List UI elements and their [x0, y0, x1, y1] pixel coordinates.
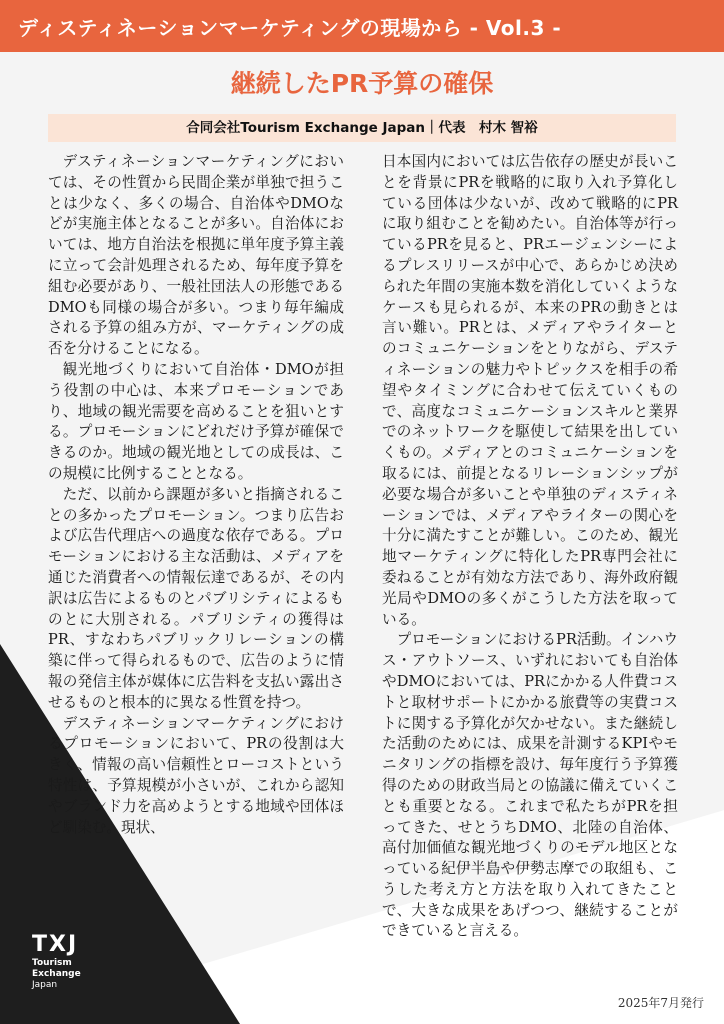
company-logo	[32, 932, 81, 991]
paragraph: ただ、以前から課題が多いと指摘されることの多かったプロモーション。つまり広告および広告代理店への過度な依存である。プロモーションにおける主な活動は、メディアを通じた消費者への情報伝達であるが、その内訳は広告によるものとパブリシティによるものとに大別される。パブリシティの獲得はPR、すなわちパブリックリレーションの構築に伴って得られるもので、広告のように情報の発信主体が媒体に広告料を支払い露出させるものと根本的に異なる性質を持つ。	[48, 485, 344, 711]
header-band	[0, 0, 724, 52]
series-title: ディスティネーションマーケティングの現場から - Vol.3 -	[18, 16, 562, 40]
article-title: 継続したPR予算の確保	[230, 69, 494, 98]
author-byline: 合同会社Tourism Exchange Japan｜代表 村木 智裕	[48, 114, 676, 142]
issue-date: 2025年7月発行	[617, 996, 704, 1010]
paragraph: デスティネーションマーケティングにおけるプロモーションにおいて、PRの役割は大きく、情報の高い信頼性とローコストという特性は、予算規模が小さいが、これから認知やブランド力を高めようとする地域や団体ほど馴染む。現状、	[48, 714, 344, 836]
logo-line-tourism: Tourism	[32, 958, 72, 968]
logo-line-exchange: Exchange	[32, 969, 81, 979]
paragraph: 観光地づくりにおいて自治体・DMOが担う役割の中心は、本来プロモーションであり、地域の観光需要を高めることを狙いとする。プロモーションにどれだけ予算が確保できるのか。地域の観光地としての成長は、この規模に比例することとなる。	[48, 360, 344, 482]
paragraph: プロモーションにおけるPR活動。インハウス・アウトソース、いずれにおいても自治体やDMOにおいては、PRにかかる人件費コストと取材サポートにかかる旅費等の実費コストに関する予算化が欠かせない。また継続した活動のためには、成果を計測するKPIやモニタリングの指標を設け、毎年度行う予算獲得のための財政当局との協議に備えていくことも重要となる。これまで私たちがPRを担ってきた、せとうちDMO、北陸の自治体、高付加価値な観光地づくりのモデル地区となっている紀伊半島や伊勢志摩での取組も、こうした考え方と方法を取り入れてきたことで、大きな成果をあげつつ、継続することができていると言える。	[382, 631, 678, 940]
paragraph: 日本国内においては広告依存の歴史が長いことを背景にPRを戦略的に取り入れ予算化している団体は少ないが、改めて戦略的にPRに取り組むことを勧めたい。自治体等が行っているPRを見ると、PRエージェンシーによるプレスリリースが中心で、あらかじめ決められた年間の実施本数を消化していくようなケースも見られるが、本来のPRの動きとは言い難い。PRとは、メディアやライターとのコミュニケーションをとりながら、デスティネーションの魅力やトピックスを相手の希望やタイミングに合わせて伝えていくもので、高度なコミュニケーションスキルと業界でのネットワークを駆使して結果を出していくもの。メディアとのコミュニケーションを取るには、前提となるリレーションシップが必要な場合が多いことや単独のディスティネーションでは、メディアやライターの関心を十分に満たすことが難しい。このため、観光地マーケティングに特化したPR専門会社に委ねることが有効な方法であり、海外政府観光局やDMOの多くがこうした方法を取っている。	[382, 153, 678, 628]
logo-line-japan: Japan	[32, 980, 58, 990]
logo-mark: TXJ	[32, 932, 79, 957]
article-column-right	[382, 152, 678, 942]
article-column-left	[48, 152, 344, 838]
paragraph: デスティネーションマーケティングにおいては、その性質から民間企業が単独で担うことは少なく、多くの場合、自治体やDMOなどが実施主体となることが多い。自治体においては、地方自治法を根拠に単年度予算主義に立って会計処理されるため、毎年度予算を組む必要があり、一般社団法人の形態であるDMOも同様の場合が多い。つまり毎年編成される予算の組み方が、マーケティングの成否を分けることになる。	[48, 153, 344, 358]
